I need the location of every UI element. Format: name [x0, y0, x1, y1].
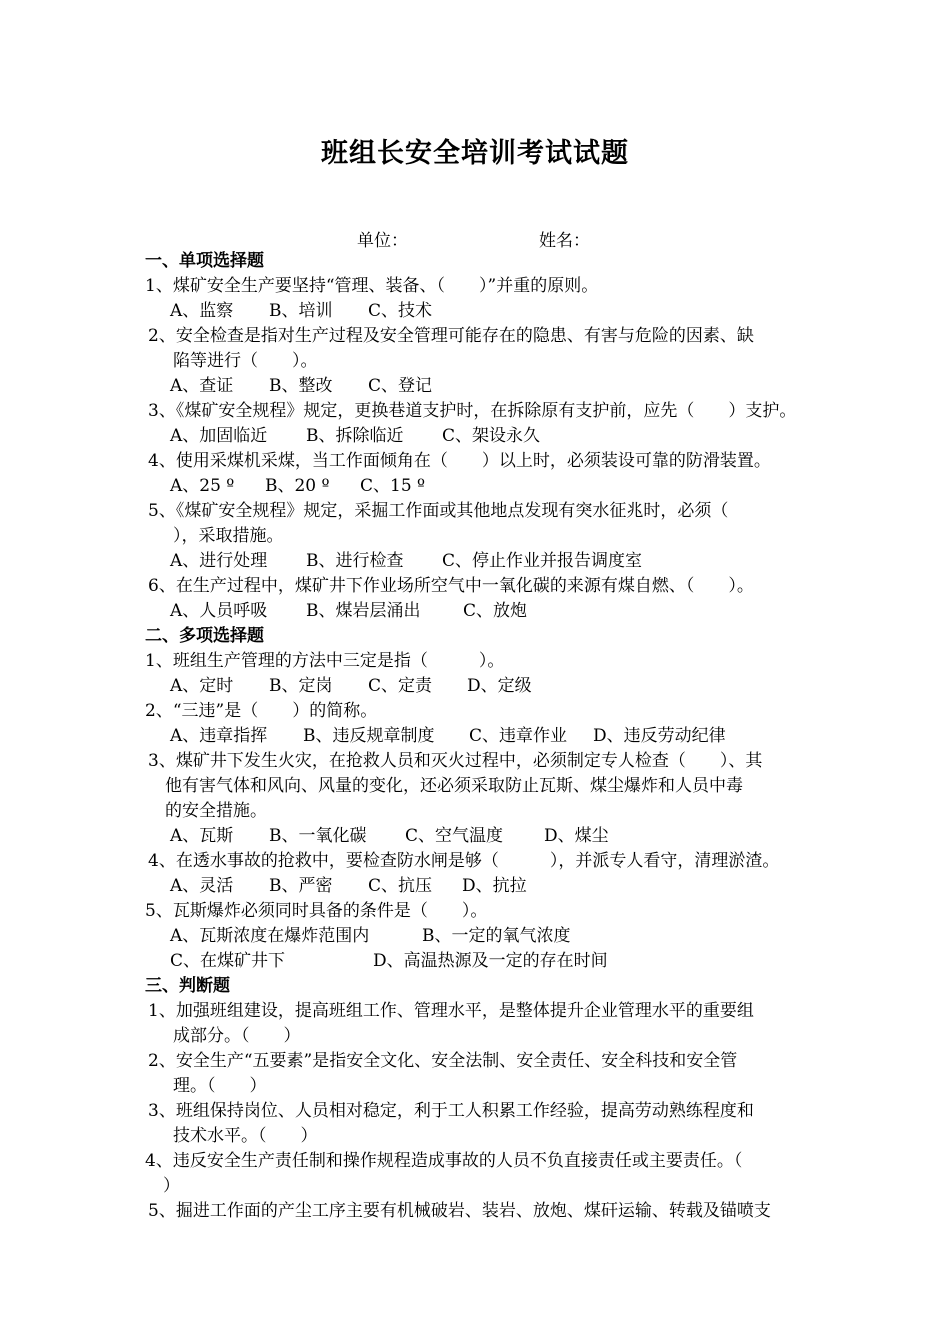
question-text: 技术水平。（ ） — [173, 1126, 318, 1146]
option: C、登记 — [368, 376, 433, 396]
question-text: 4、使用采煤机采煤，当工作面倾角在（ ）以上时，必须装设可靠的防滑装置。 — [148, 451, 771, 471]
question-text: 6、在生产过程中，煤矿井下作业场所空气中一氧化碳的来源有煤自燃、（ ）。 — [148, 576, 754, 596]
option: B、煤岩层涌出 — [306, 601, 421, 621]
options-row — [170, 375, 432, 397]
option: B、一氧化碳 — [269, 826, 367, 846]
name-label: 姓名： — [539, 231, 590, 251]
options-row — [170, 950, 608, 972]
option: C、15 º — [360, 476, 426, 496]
option: A、瓦斯 — [170, 826, 234, 846]
question-text: 1、班组生产管理的方法中三定是指（ ）。 — [145, 651, 505, 671]
option: C、技术 — [368, 301, 433, 321]
option: B、严密 — [269, 876, 333, 896]
question-text: 理。（ ） — [173, 1076, 267, 1096]
options-row — [170, 600, 527, 622]
option: A、灵活 — [170, 876, 234, 896]
option: C、抗压 — [368, 876, 433, 896]
unit-label: 单位： — [357, 231, 408, 251]
option: C、在煤矿井下 — [170, 951, 286, 971]
options-row — [170, 550, 642, 572]
option: A、查证 — [170, 376, 234, 396]
section-heading: 一、单项选择题 — [145, 251, 264, 271]
options-row — [170, 475, 425, 497]
question-text: 3、《煤矿安全规程》规定，更换巷道支护时，在拆除原有支护前，应先（ ）支护。 — [148, 401, 797, 421]
option: D、高温热源及一定的存在时间 — [373, 951, 608, 971]
option: A、瓦斯浓度在爆炸范围内 — [170, 926, 370, 946]
option: A、进行处理 — [170, 551, 268, 571]
question-text: 的安全措施。 — [165, 801, 267, 821]
question-text: 3、煤矿井下发生火灾，在抢救人员和灭火过程中，必须制定专人检查（ ）、其 — [148, 751, 763, 771]
option: B、定岗 — [269, 676, 333, 696]
options-row — [170, 725, 726, 747]
section-heading: 二、多项选择题 — [145, 626, 264, 646]
question-text: 3、班组保持岗位、人员相对稳定，利于工人积累工作经验，提高劳动熟练程度和 — [148, 1101, 754, 1121]
option: B、一定的氧气浓度 — [422, 926, 571, 946]
option: D、抗拉 — [462, 876, 527, 896]
option: C、违章作业 — [469, 726, 568, 746]
option: A、人员呼吸 — [170, 601, 268, 621]
question-text: ） — [163, 1176, 180, 1196]
option: B、违反规章制度 — [303, 726, 435, 746]
question-text: 4、违反安全生产责任制和操作规程造成事故的人员不负直接责任或主要责任。（ — [145, 1151, 743, 1171]
options-row — [170, 675, 532, 697]
option: A、定时 — [170, 676, 234, 696]
option: C、空气温度 — [405, 826, 504, 846]
option: B、培训 — [269, 301, 333, 321]
option: B、整改 — [269, 376, 333, 396]
question-text: 成部分。（ ） — [173, 1026, 301, 1046]
page-title: 班组长安全培训考试试题 — [321, 138, 629, 169]
question-text: 他有害气体和风向、风量的变化，还必须采取防止瓦斯、煤尘爆炸和人员中毒 — [165, 776, 743, 796]
question-text: 2、“三违”是（ ）的简称。 — [145, 701, 378, 721]
option: D、定级 — [467, 676, 532, 696]
question-text: 1、煤矿安全生产要坚持“管理、装备、（ ）”并重的原则。 — [145, 276, 599, 296]
option: D、违反劳动纪律 — [593, 726, 726, 746]
options-row — [170, 925, 571, 947]
question-text: 5、瓦斯爆炸必须同时具备的条件是（ ）。 — [145, 901, 488, 921]
option: A、加固临近 — [170, 426, 268, 446]
option: C、放炮 — [463, 601, 528, 621]
option: C、停止作业并报告调度室 — [442, 551, 643, 571]
question-text: 5、《煤矿安全规程》规定，采掘工作面或其他地点发现有突水征兆时，必须（ — [148, 501, 729, 521]
option: B、进行检查 — [306, 551, 404, 571]
option: C、架设永久 — [442, 426, 541, 446]
options-row — [170, 300, 432, 322]
question-text: 2、安全生产“五要素”是指安全文化、安全法制、安全责任、安全科技和安全管 — [148, 1051, 738, 1071]
option: D、煤尘 — [544, 826, 609, 846]
section-heading: 三、判断题 — [145, 976, 230, 996]
question-text: 1、加强班组建设，提高班组工作、管理水平，是整体提升企业管理水平的重要组 — [148, 1001, 754, 1021]
question-text: 陷等进行（ ）。 — [173, 351, 318, 371]
question-text: ），采取措施。 — [173, 526, 284, 546]
option: B、拆除临近 — [306, 426, 404, 446]
option: A、监察 — [170, 301, 234, 321]
option: B、20 º — [265, 476, 330, 496]
question-text: 4、在透水事故的抢救中，要检查防水闸是够（ ），并派专人看守，清理淤渣。 — [148, 851, 780, 871]
question-text: 5、掘进工作面的产尘工序主要有机械破岩、装岩、放炮、煤矸运输、转载及锚喷支 — [148, 1201, 771, 1221]
question-text: 2、安全检查是指对生产过程及安全管理可能存在的隐患、有害与危险的因素、缺 — [148, 326, 754, 346]
option: A、违章指挥 — [170, 726, 268, 746]
options-row — [170, 875, 527, 897]
option: C、定责 — [368, 676, 433, 696]
option: A、25 º — [170, 476, 235, 496]
options-row — [170, 825, 609, 847]
options-row — [170, 425, 540, 447]
